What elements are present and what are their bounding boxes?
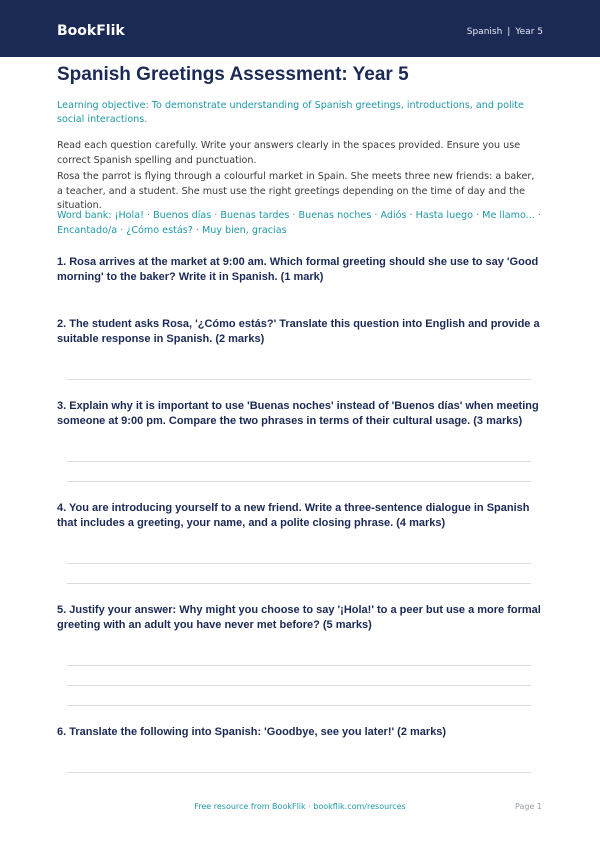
word-bank: Word bank: ¡Hola! · Buenos días · Buenas tardes · Buenas noches · Adiós · Hasta luego · Me llamo... · Encantado/a · ¿Cómo estás? · Muy bien, gracias [57, 210, 541, 236]
answer-line[interactable] [67, 481, 531, 482]
year-label: Year 5 [515, 27, 543, 37]
answer-line[interactable] [67, 772, 531, 773]
question-1: 1. Rosa arrives at the market at 9:00 am. Which formal greeting should she use to say 'Good morning' to the baker? Write it in Spanish. (1 mark) [57, 256, 539, 283]
answer-line[interactable] [67, 705, 531, 706]
question-6: 6. Translate the following into Spanish: 'Goodbye, see you later!' (2 marks) [57, 726, 447, 738]
question-3: 3. Explain why it is important to use 'Buenas noches' instead of 'Buenos días' when meeting someone at 9:00 pm. Compare the two phrases in terms of their cultural usage. (3 marks) [57, 400, 539, 427]
answer-line[interactable] [67, 563, 531, 564]
subject-label [467, 27, 543, 37]
question-4: 4. You are introducing yourself to a new friend. Write a three-sentence dialogue in Spanish that includes a greeting, your name, and a polite closing phrase. (4 marks) [57, 502, 530, 529]
question-2: 2. The student asks Rosa, '¿Cómo estás?' Translate this question into English and provide a suitable response in Spanish. (2 marks) [57, 318, 540, 345]
story-paragraph: Rosa the parrot is flying through a colourful market in Spain. She meets three new friends: a baker, a teacher, and a student. She must use the right greetings depending on the time of day and the situation. [57, 171, 535, 211]
answer-line[interactable] [67, 461, 531, 462]
answer-line[interactable] [67, 685, 531, 686]
question-5: 5. Justify your answer: Why might you choose to say '¡Hola!' to a peer but use a more formal greeting with an adult you have never met before? (5 marks) [57, 604, 541, 631]
instructions-paragraph: Read each question carefully. Write your answers clearly in the spaces provided. Ensure you use correct Spanish spelling and punctuation. [57, 140, 521, 166]
answer-line[interactable] [67, 665, 531, 666]
subject-name: Spanish [466, 27, 503, 37]
footer-text: Free resource from BookFlik · bookflik.com/resources [194, 802, 406, 811]
page-number: Page 1 [515, 802, 542, 811]
page-title: Spanish Greetings Assessment: Year 5 [57, 64, 409, 85]
brand-logo: BookFlik [57, 23, 125, 39]
separator: | [507, 27, 511, 37]
learning-objective: Learning objective: To demonstrate understanding of Spanish greetings, introductions, and polite social interactions. [57, 100, 524, 125]
page-header [0, 0, 600, 57]
answer-line[interactable] [67, 379, 531, 380]
answer-line[interactable] [67, 583, 531, 584]
